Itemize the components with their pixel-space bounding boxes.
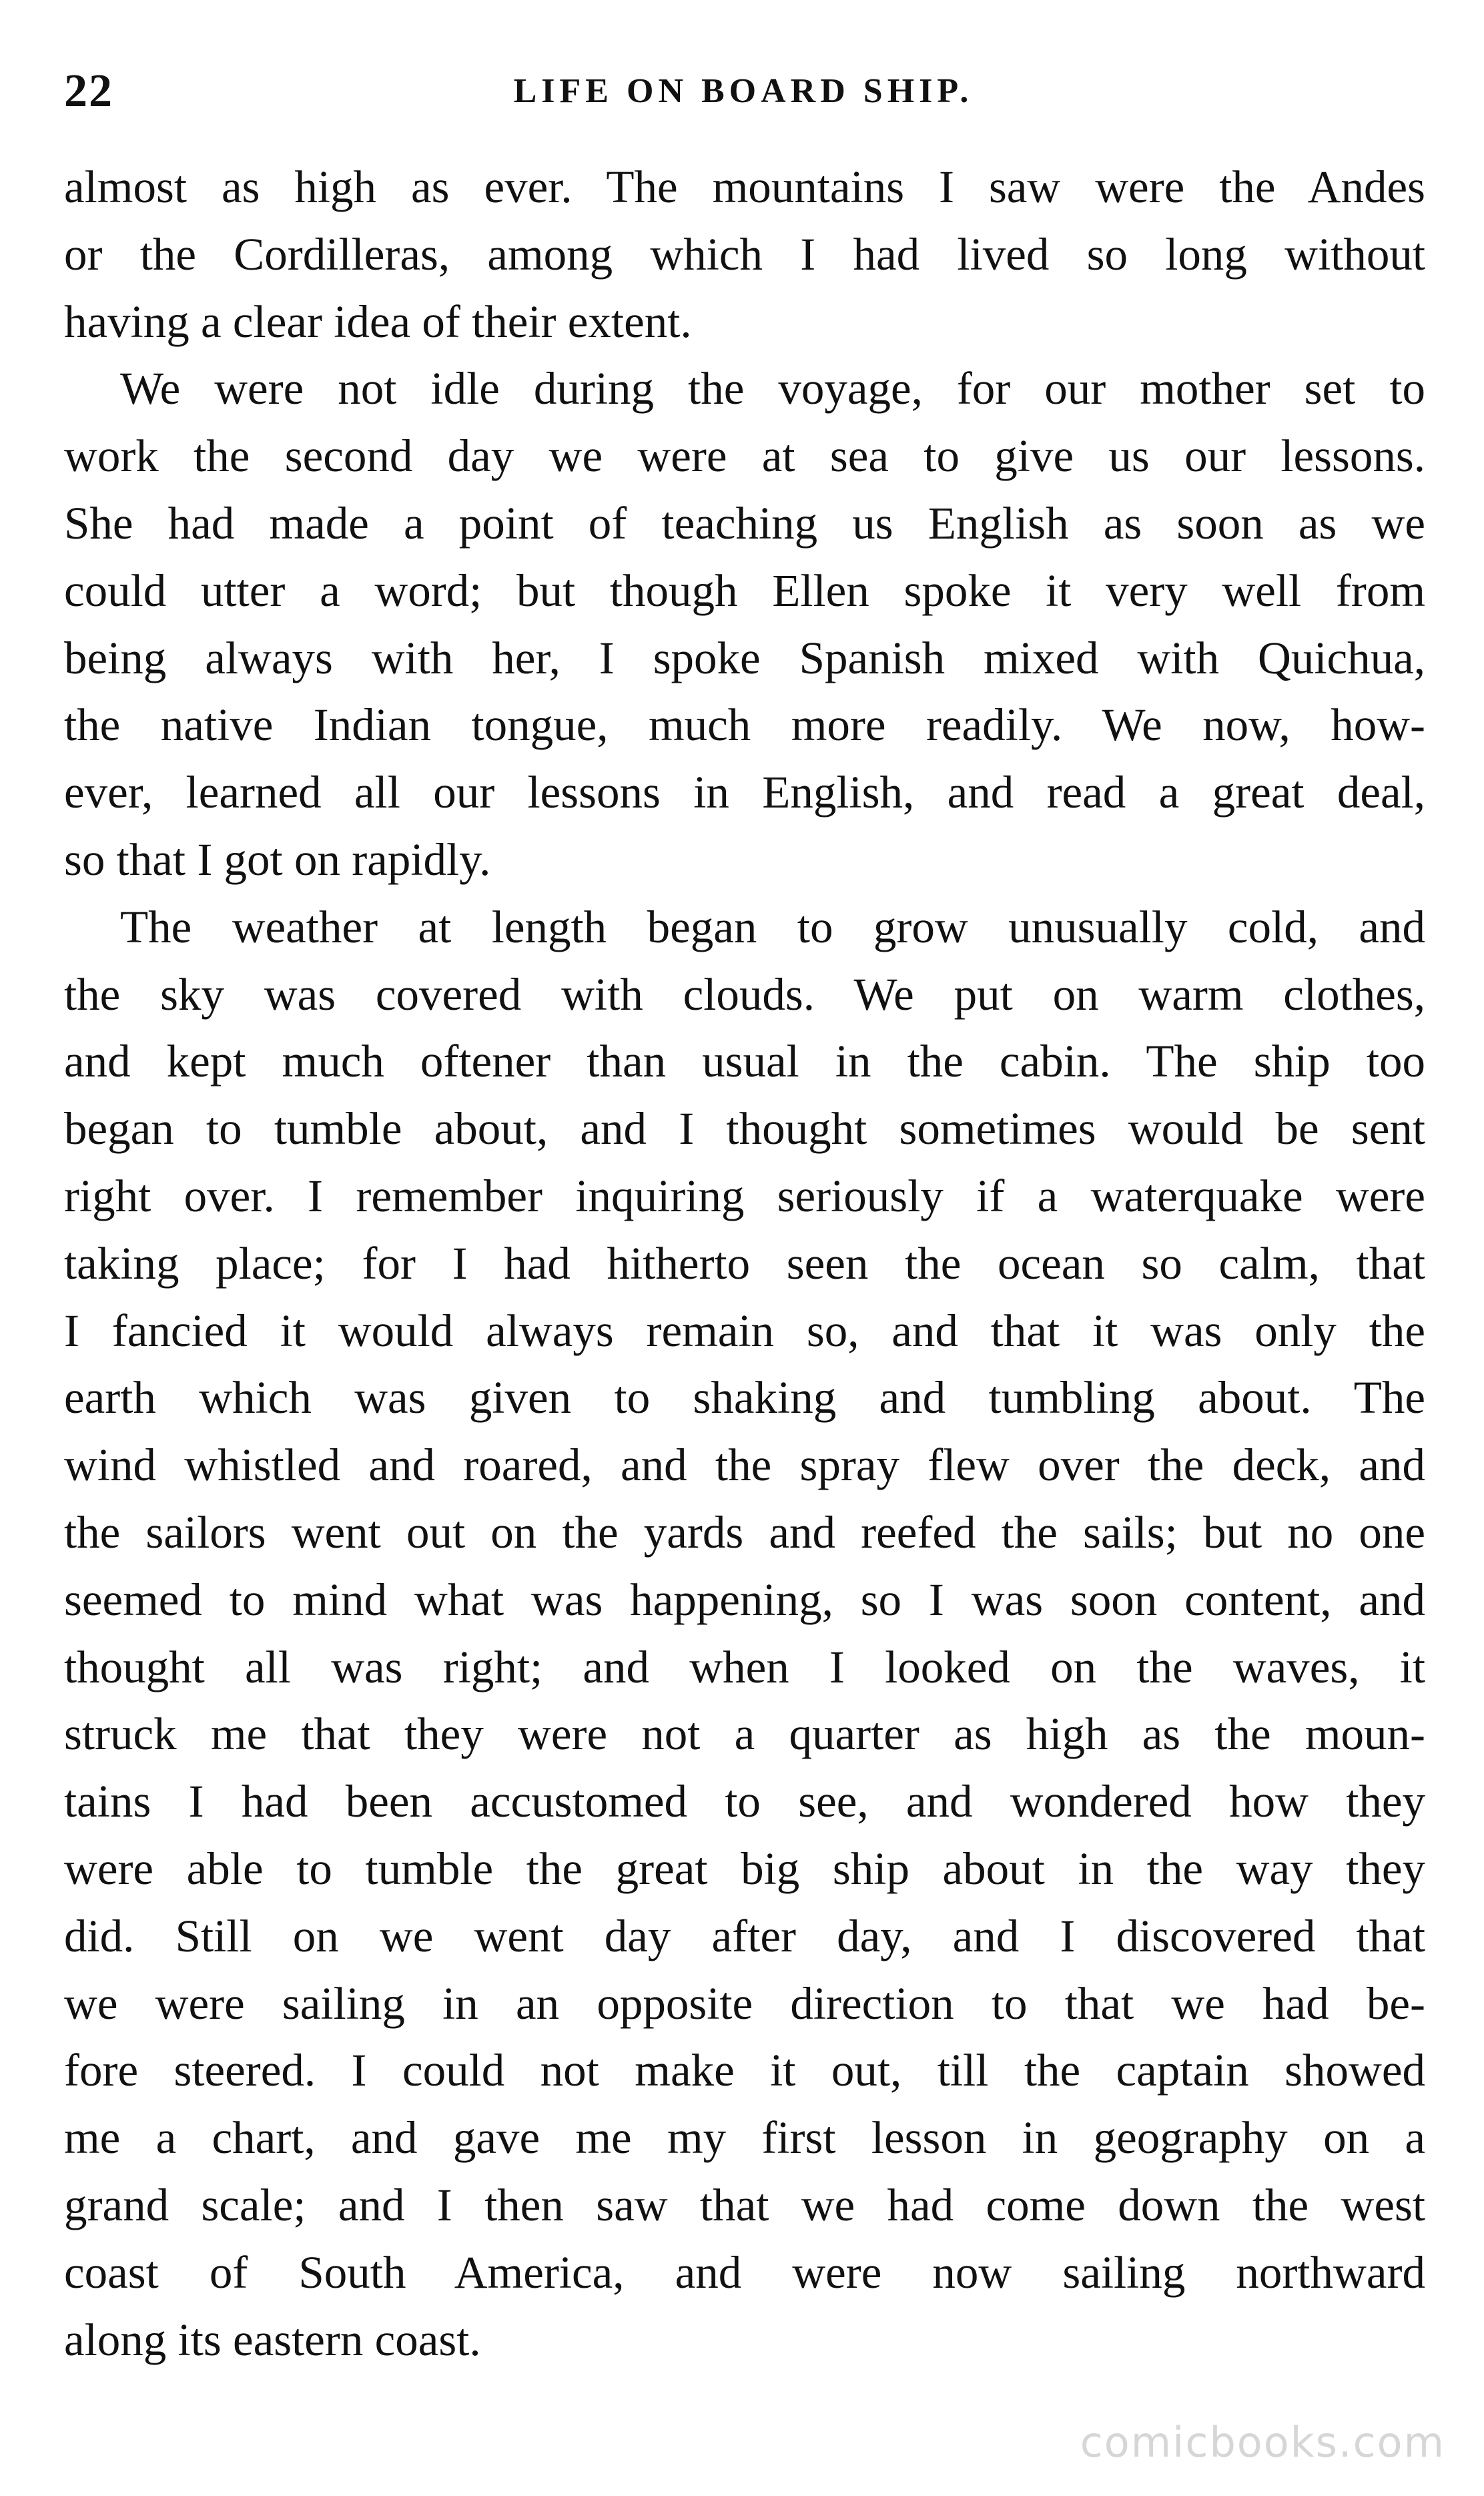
text-line: taking place; for I had hitherto seen the ocean so calm, that bbox=[64, 1237, 1425, 1289]
text-line: along its eastern coast. bbox=[64, 2314, 481, 2365]
body-text bbox=[64, 153, 1425, 2373]
text-line: tains I had been accustomed to see, and wondered how they bbox=[64, 1776, 1425, 1827]
text-line: did. Still on we went day after day, and I discovered that bbox=[64, 1910, 1425, 1961]
running-head bbox=[64, 55, 1423, 128]
text-line: almost as high as ever. The mountains I saw were the Andes bbox=[64, 162, 1425, 212]
text-line: the native Indian tongue, much more readily. We now, how- bbox=[64, 699, 1425, 751]
text-line: having a clear idea of their extent. bbox=[64, 296, 692, 347]
text-line: were able to tumble the great big ship about in the way they bbox=[64, 1843, 1425, 1894]
text-line: could utter a word; but though Ellen spoke it very well from bbox=[64, 565, 1425, 616]
running-title: LIFE ON BOARD SHIP. bbox=[513, 72, 974, 110]
text-line: began to tumble about, and I thought sometimes would be sent bbox=[64, 1103, 1425, 1155]
text-line: me a chart, and gave me my first lesson in geography on a bbox=[64, 2112, 1425, 2164]
text-line: We were not idle during the voyage, for our mother set to bbox=[120, 363, 1425, 414]
text-line: and kept much oftener than usual in the cabin. The ship too bbox=[64, 1036, 1425, 1087]
text-line: fore steered. I could not make it out, till the captain showed bbox=[64, 2045, 1425, 2096]
text-line: ever, learned all our lessons in English, and read a great deal, bbox=[64, 767, 1425, 818]
text-line: The weather at length began to grow unusually cold, and bbox=[120, 901, 1425, 952]
text-line: She had made a point of teaching us English as soon as we bbox=[64, 497, 1425, 549]
text-line: the sky was covered with clouds. We put on warm clothes, bbox=[64, 968, 1425, 1020]
text-line: right over. I remember inquiring seriously if a waterquake were bbox=[64, 1170, 1425, 1221]
text-line: the sailors went out on the yards and reefed the sails; but no one bbox=[64, 1506, 1425, 1558]
text-line: coast of South America, and were now sailing northward bbox=[64, 2246, 1425, 2298]
text-line: wind whistled and roared, and the spray flew over the deck, and bbox=[64, 1440, 1425, 1491]
text-line: work the second day we were at sea to give us our lessons. bbox=[64, 430, 1425, 482]
text-line: grand scale; and I then saw that we had come down the west bbox=[64, 2179, 1425, 2230]
text-line: struck me that they were not a quarter as high as the moun- bbox=[64, 1708, 1425, 1760]
watermark: comicbooks.com bbox=[1080, 2418, 1445, 2467]
text-line: or the Cordilleras, among which I had lived so long without bbox=[64, 228, 1425, 280]
text-line: seemed to mind what was happening, so I was soon content, and bbox=[64, 1574, 1425, 1625]
text-line: thought all was right; and when I looked on the waves, it bbox=[64, 1641, 1425, 1692]
text-line: being always with her, I spoke Spanish mixed with Quichua, bbox=[64, 632, 1425, 683]
text-line: I fancied it would always remain so, and that it was only the bbox=[64, 1305, 1425, 1356]
text-line: earth which was given to shaking and tumbling about. The bbox=[64, 1372, 1425, 1424]
text-line: we were sailing in an opposite direction to that we had be- bbox=[64, 1977, 1425, 2029]
text-line: so that I got on rapidly. bbox=[64, 834, 491, 885]
page-number: 22 bbox=[64, 65, 113, 117]
